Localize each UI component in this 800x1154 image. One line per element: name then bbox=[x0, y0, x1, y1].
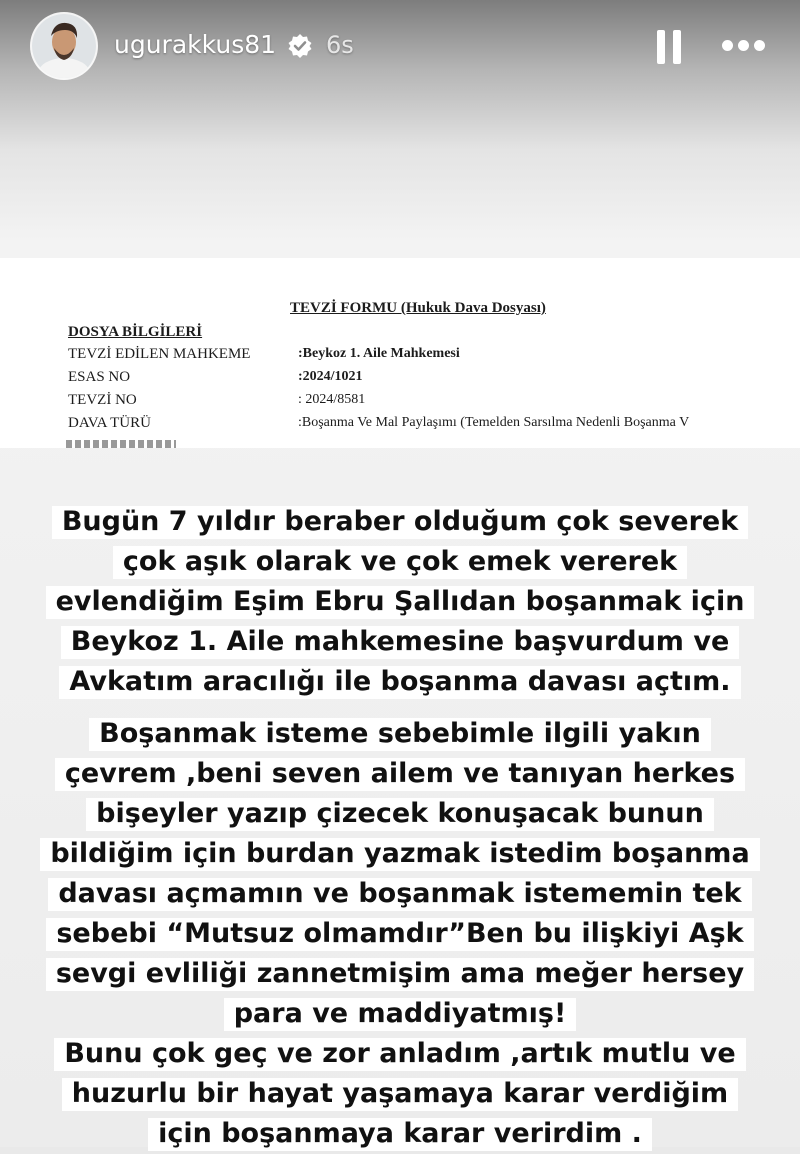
row-label: ESAS NO bbox=[68, 369, 131, 385]
caption-line: Beykoz 1. Aile mahkemesine başvurdum ve bbox=[0, 622, 800, 662]
caption-line: davası açmamın ve boşanmak istememin tek bbox=[0, 874, 800, 914]
row-label: DAVA TÜRÜ bbox=[68, 415, 151, 431]
row-value: : 2024/8581 bbox=[298, 392, 366, 407]
document-title: TEVZİ FORMU (Hukuk Dava Dosyası) bbox=[290, 300, 546, 316]
avatar[interactable] bbox=[32, 14, 96, 78]
caption-line: çok aşık olarak ve çok emek vererek bbox=[0, 542, 800, 582]
verified-badge-icon bbox=[287, 33, 313, 59]
post-time: 6s bbox=[326, 31, 354, 59]
caption-line: için boşanmaya karar verirdim . bbox=[0, 1114, 800, 1154]
story-header bbox=[0, 0, 800, 100]
caption-line: evlendiğim Eşim Ebru Şallıdan boşanmak için bbox=[0, 582, 800, 622]
court-document-image bbox=[0, 258, 800, 448]
caption-line: para ve maddiyatmış! bbox=[0, 994, 800, 1034]
caption-line: bildiğim için burdan yazmak istedim boşanma bbox=[0, 834, 800, 874]
caption-line: Bunu çok geç ve zor anladım ,artık mutlu ve bbox=[0, 1034, 800, 1074]
caption-line: Boşanmak isteme sebebimle ilgili yakın bbox=[0, 714, 800, 754]
caption-line: huzurlu bir hayat yaşamaya karar verdiğim bbox=[0, 1074, 800, 1114]
document-section-heading: DOSYA BİLGİLERİ bbox=[68, 324, 203, 340]
caption-line: bişeyler yazıp çizecek konuşacak bunun bbox=[0, 794, 800, 834]
caption-line: Avkatım aracılığı ile boşanma davası açtım. bbox=[0, 662, 800, 702]
caption-line: sebebi “Mutsuz olmamdır”Ben bu ilişkiyi Aşk bbox=[0, 914, 800, 954]
row-label: TEVZİ EDİLEN MAHKEME bbox=[68, 346, 251, 362]
more-options-icon[interactable] bbox=[722, 36, 766, 56]
row-value: :Boşanma Ve Mal Paylaşımı (Temelden Sarsılma Nedenli Boşanma V bbox=[298, 415, 690, 430]
row-value: :2024/1021 bbox=[298, 369, 363, 384]
caption-line: sevgi evliliği zannetmişim ama meğer hersey bbox=[0, 954, 800, 994]
row-label: TEVZİ NO bbox=[68, 392, 137, 408]
profile-photo bbox=[32, 14, 96, 78]
username[interactable]: ugurakkus81 bbox=[114, 30, 277, 59]
caption-line: çevrem ,beni seven ailem ve tanıyan herkes bbox=[0, 754, 800, 794]
pause-icon[interactable] bbox=[655, 30, 683, 64]
cropped-text-line bbox=[66, 440, 176, 448]
caption-line: Bugün 7 yıldır beraber olduğum çok severek bbox=[0, 502, 800, 542]
row-value: :Beykoz 1. Aile Mahkemesi bbox=[298, 346, 460, 361]
